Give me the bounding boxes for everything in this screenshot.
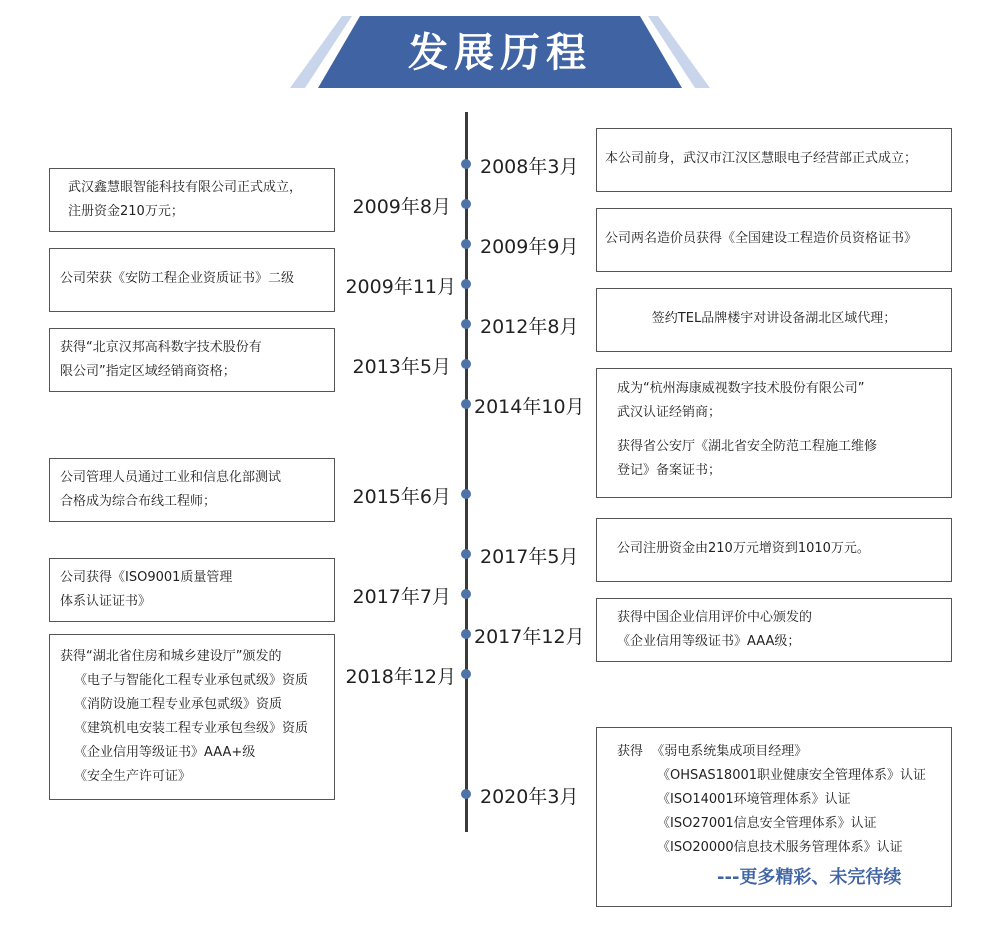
event-text: 获得中国企业信用评价中心颁发的 [617,610,813,625]
event-text: 《ISO27001信息安全管理体系》认证 [657,816,877,831]
timeline-date: 2013年5月 [352,356,451,378]
timeline-dot [461,199,471,209]
timeline-dot [461,239,471,249]
event-text: 获得省公安厅《湖北省安全防范工程施工维修 [617,439,878,454]
event-text: 《电子与智能化工程专业承包贰级》资质 [74,673,309,688]
timeline-date: 2014年10月 [474,396,585,418]
event-box-2017-12 [596,598,952,662]
timeline-dot [461,589,471,599]
event-text: 武汉认证经销商； [617,405,722,420]
timeline-dot [461,629,471,639]
event-box-2018-12 [49,634,335,800]
event-box-2013-5 [49,328,335,392]
timeline-date: 2009年11月 [345,276,456,298]
event-text: 《企业信用等级证书》AAA级； [617,634,801,649]
event-box-2015-6 [49,458,335,522]
event-text: 体系认证证书》 [60,594,152,609]
timeline-date: 2017年12月 [474,626,585,648]
event-text: 《消防设施工程专业承包贰级》资质 [74,697,283,712]
event-text: 注册资金210万元； [68,204,184,219]
event-text: 获得“湖北省住房和城乡建设厅”颁发的 [60,649,282,664]
event-box-2009-9 [596,208,952,272]
timeline-dot [461,669,471,679]
event-text: 公司获得《ISO9001质量管理 [60,570,233,585]
event-text: 签约TEL品牌楼宇对讲设备湖北区域代理； [651,311,897,326]
timeline-date: 2015年6月 [352,486,451,508]
timeline-date: 2017年7月 [352,586,451,608]
timeline-dot [461,399,471,409]
event-text: 获得“北京汉邦高科数字技术股份有 [60,340,262,355]
timeline-date: 2012年8月 [480,316,579,338]
timeline-date: 2018年12月 [345,666,456,688]
event-text: 《安全生产许可证》 [74,769,192,784]
event-box-2014-10 [596,368,952,498]
event-text: 获得 《弱电系统集成项目经理》 [617,744,808,759]
event-text: 登记》备案证书； [617,463,722,478]
timeline-dot [461,319,471,329]
event-text: 公司荣获《安防工程企业资质证书》二级 [60,271,295,286]
event-box-2017-7 [49,558,335,622]
event-text: 《ISO20000信息技术服务管理体系》认证 [657,840,903,855]
timeline-dot [461,159,471,169]
event-text: 合格成为综合布线工程师； [60,494,217,509]
timeline-dot [461,359,471,369]
timeline-date: 2017年5月 [480,546,579,568]
event-text: 《OHSAS18001职业健康安全管理体系》认证 [657,768,927,783]
timeline-date: 2008年3月 [480,156,579,178]
event-box-2009-8 [49,168,335,232]
timeline-dot [461,549,471,559]
timeline-date: 2009年8月 [352,196,451,218]
event-text: 公司两名造价员获得《全国建设工程造价员资格证书》 [605,231,918,246]
page-title: 发展历程 [408,30,592,76]
event-text: 公司注册资金由210万元增资到1010万元。 [617,541,870,556]
event-text: 限公司”指定区域经销商资格； [60,364,236,379]
timeline-dot [461,489,471,499]
timeline-dot [461,279,471,289]
timeline-date: 2020年3月 [480,786,579,808]
event-box-2009-11 [49,248,335,312]
timeline-date: 2009年9月 [480,236,579,258]
event-text: 《建筑机电安装工程专业承包叁级》资质 [74,721,309,736]
event-box-2020-3 [596,727,952,907]
event-text: 公司管理人员通过工业和信息化部测试 [60,470,282,485]
event-text: 《企业信用等级证书》AAA+级 [74,745,256,760]
event-box-2012-8 [596,288,952,352]
timeline-dot [461,789,471,799]
event-text: 武汉鑫慧眼智能科技有限公司正式成立， [68,180,303,195]
event-box-2008-3 [596,128,952,192]
more-link[interactable]: ---更多精彩、未完待续 [717,867,902,888]
event-text: 《ISO14001环境管理体系》认证 [657,792,851,807]
header-banner [0,0,1000,100]
event-text: 成为“杭州海康威视数字技术股份有限公司” [617,381,865,396]
event-text: 本公司前身，武汉市江汉区慧眼电子经营部正式成立； [605,151,918,166]
event-box-2017-5 [596,518,952,582]
timeline-axis [465,112,468,832]
